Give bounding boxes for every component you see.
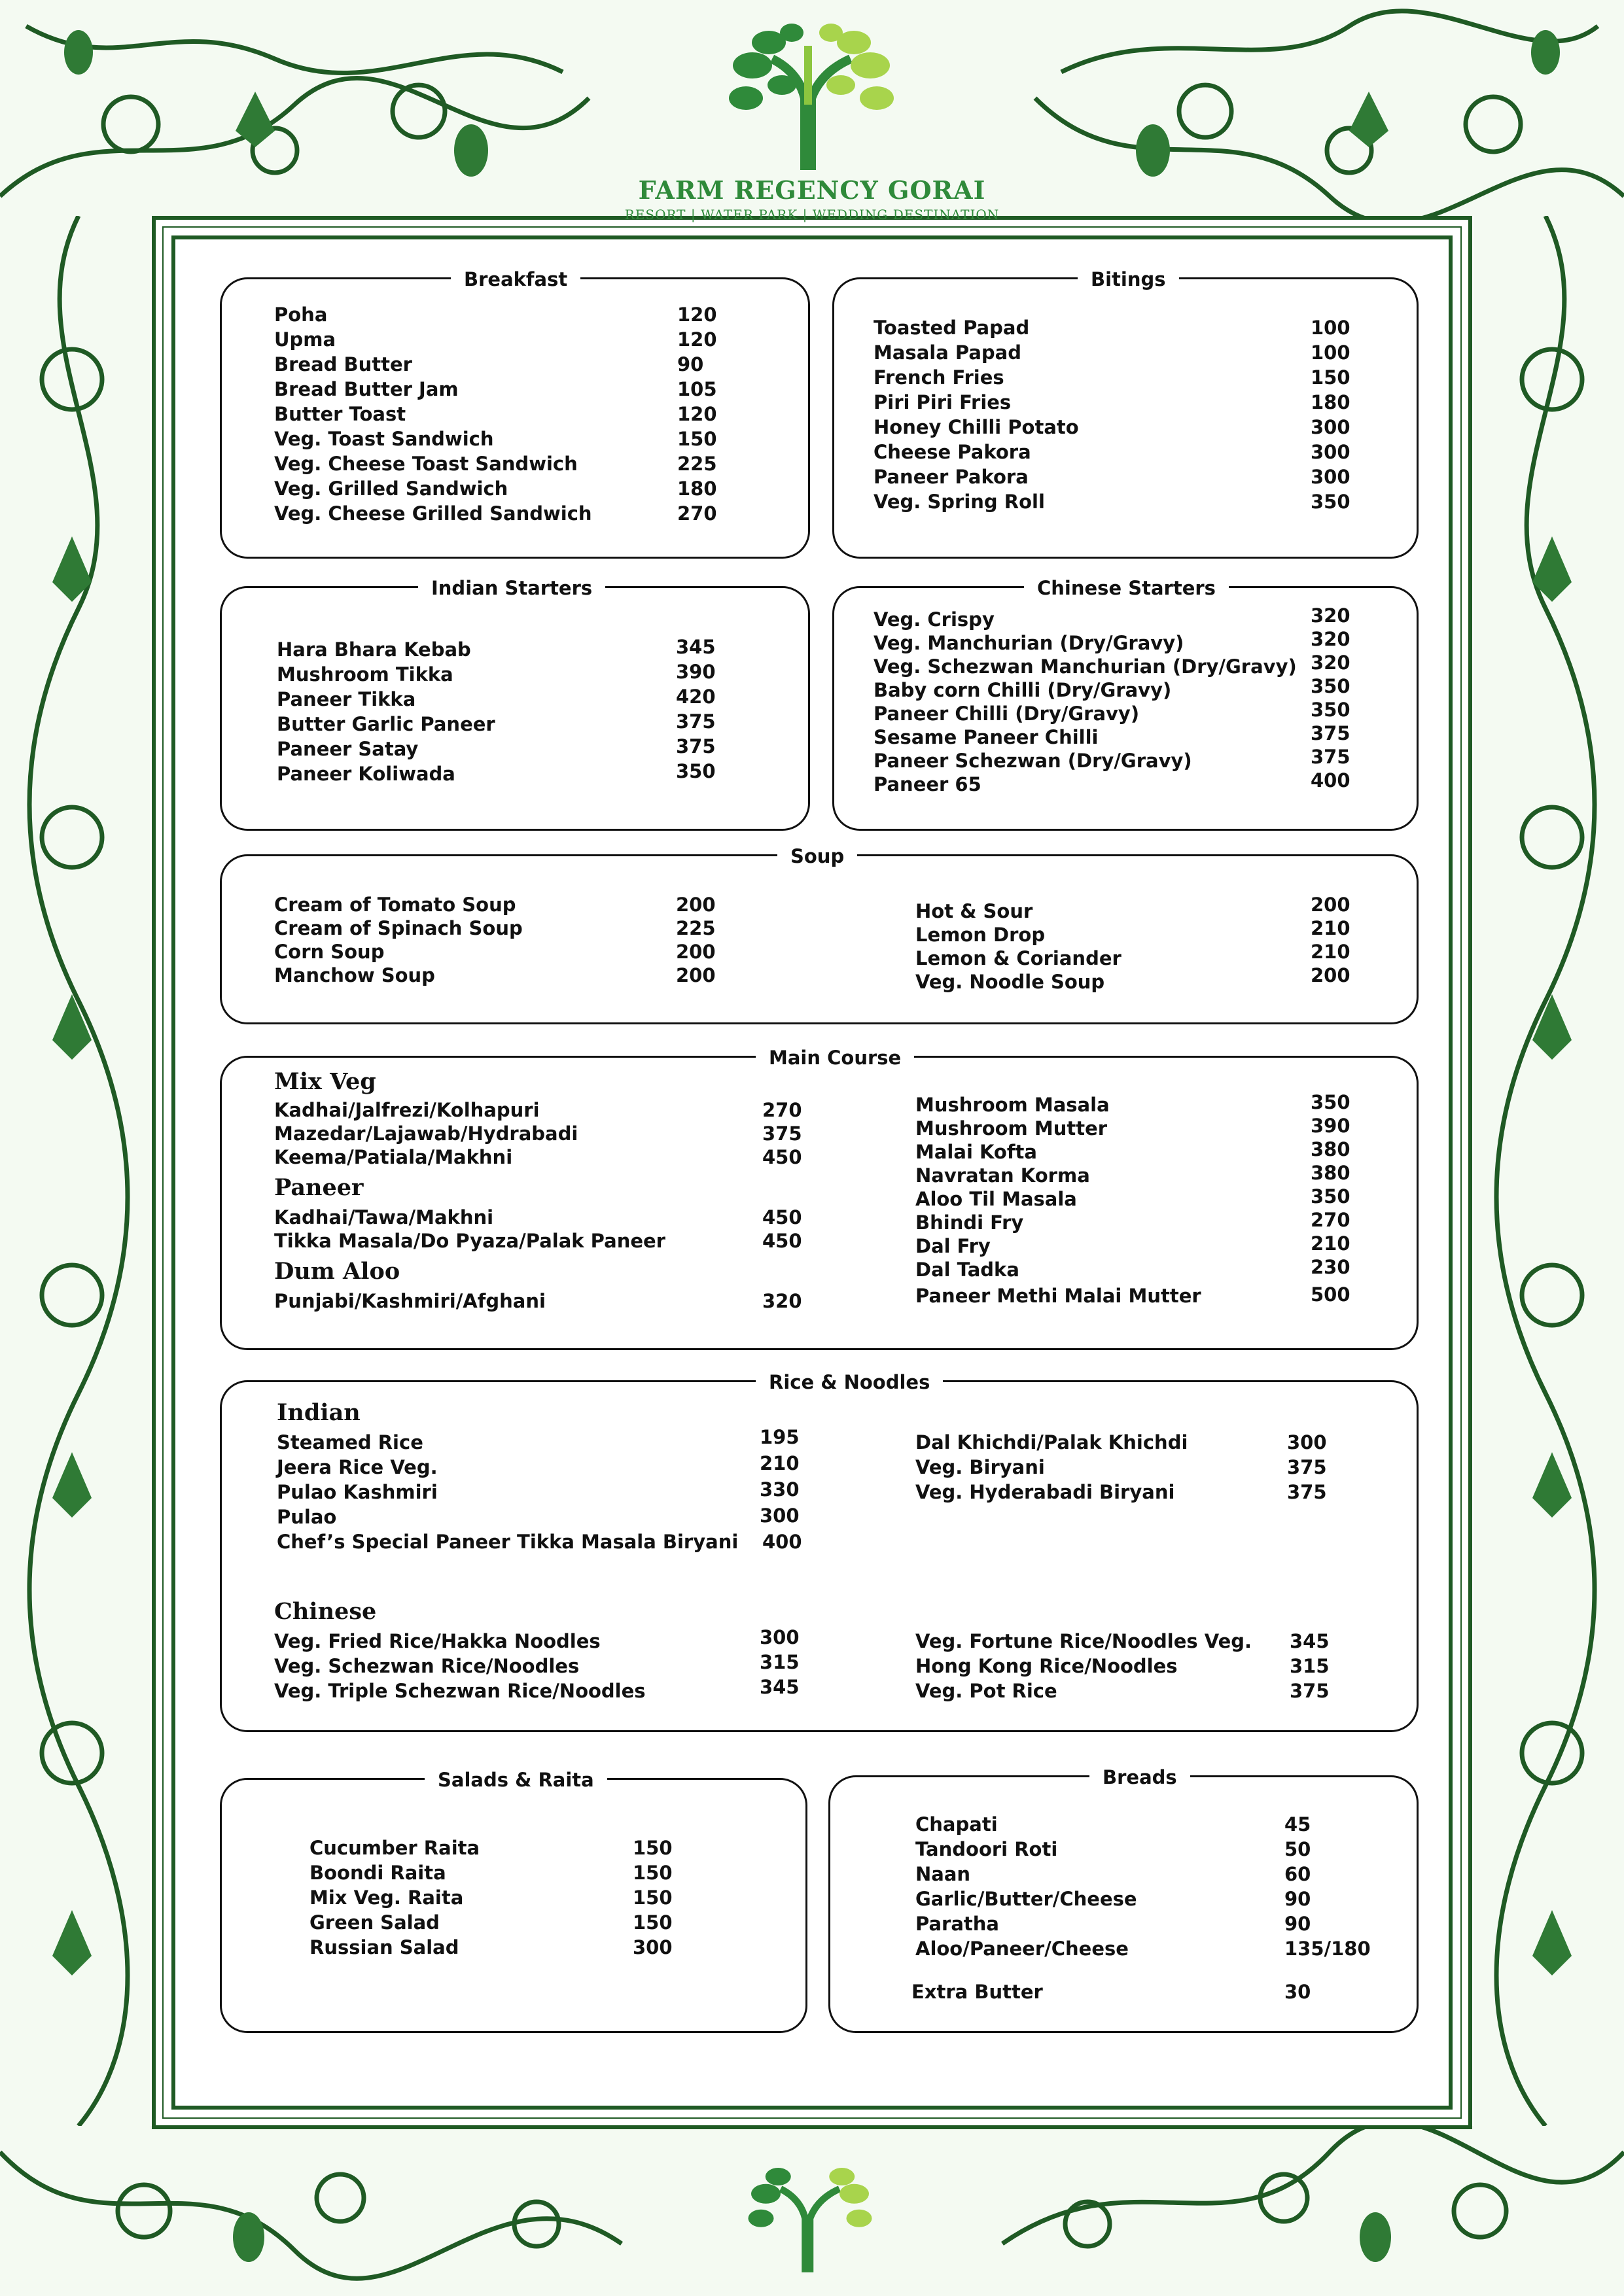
section-breads <box>828 1766 1419 2033</box>
section-title: Breakfast <box>451 266 580 292</box>
menu-item-price: 200 <box>676 941 716 963</box>
menu-item-price: 225 <box>676 917 716 939</box>
menu-item-price: 300 <box>1311 466 1350 488</box>
menu-item-name: French Fries <box>874 366 1004 389</box>
menu-item-name: Veg. Noodle Soup <box>915 971 1105 993</box>
menu-item-name: Veg. Fried Rice/Hakka Noodles <box>274 1630 601 1652</box>
menu-item-name: Paneer Pakora <box>874 466 1029 488</box>
menu-item-price: 200 <box>676 964 716 986</box>
menu-item-price: 420 <box>676 686 716 708</box>
menu-item-price: 350 <box>1311 675 1350 697</box>
menu-item-price: 45 <box>1284 1813 1311 1835</box>
floral-ornament-right <box>1474 216 1624 2126</box>
menu-item-name: Veg. Biryani <box>915 1456 1045 1478</box>
menu-item-price: 375 <box>1287 1481 1327 1503</box>
menu-item-price: 320 <box>1311 604 1350 627</box>
brand-name: FARM REGENCY GORAI <box>638 175 986 205</box>
menu-item-name: Bread Butter <box>274 353 412 375</box>
menu-item-name: Paratha <box>915 1913 999 1935</box>
menu-item-name: Naan <box>915 1863 971 1885</box>
menu-item-name: Honey Chilli Potato <box>874 416 1079 438</box>
section-title: Rice & Noodles <box>756 1369 943 1395</box>
menu-item-name: Kadhai/Jalfrezi/Kolhapuri <box>274 1099 540 1121</box>
menu-item-name: Extra Butter <box>911 1981 1043 2003</box>
menu-item-name: Poha <box>274 304 328 326</box>
menu-item-name: Sesame Paneer Chilli <box>874 726 1099 748</box>
menu-item-name: Butter Toast <box>274 403 406 425</box>
menu-item-name: Paneer 65 <box>874 773 981 795</box>
menu-item-price: 450 <box>762 1206 802 1228</box>
section-main-course <box>220 1047 1419 1350</box>
menu-item-name: Russian Salad <box>309 1936 459 1958</box>
menu-item-name: Corn Soup <box>274 941 385 963</box>
menu-group-heading: Mix Veg <box>274 1068 376 1095</box>
menu-item-name: Hara Bhara Kebab <box>277 638 471 661</box>
menu-item-name: Veg. Cheese Grilled Sandwich <box>274 502 592 525</box>
menu-item-name: Dal Khichdi/Palak Khichdi <box>915 1431 1188 1453</box>
menu-item-price: 200 <box>676 894 716 916</box>
section-title: Indian Starters <box>418 575 605 601</box>
menu-item-name: Boondi Raita <box>309 1862 446 1884</box>
menu-item-price: 300 <box>1287 1431 1327 1453</box>
menu-item-name: Veg. Spring Roll <box>874 491 1045 513</box>
menu-item-price: 180 <box>1311 391 1350 413</box>
menu-item-price: 345 <box>676 636 716 658</box>
menu-item-price: 345 <box>760 1676 800 1698</box>
section-title: Soup <box>777 843 857 869</box>
menu-item-price: 150 <box>633 1911 673 1934</box>
menu-item-price: 375 <box>762 1122 802 1145</box>
menu-item-name: Mazedar/Lajawab/Hydrabadi <box>274 1122 578 1145</box>
menu-item-price: 450 <box>762 1230 802 1252</box>
menu-item-name: Mushroom Tikka <box>277 663 453 686</box>
menu-item-price: 400 <box>762 1531 802 1553</box>
menu-item-name: Hong Kong Rice/Noodles <box>915 1655 1178 1677</box>
menu-item-name: Aloo/Paneer/Cheese <box>915 1938 1129 1960</box>
menu-item-name: Paneer Tikka <box>277 688 416 710</box>
menu-item-price: 350 <box>676 760 716 782</box>
menu-item-price: 375 <box>676 735 716 757</box>
menu-item-price: 300 <box>1311 441 1350 463</box>
menu-item-price: 350 <box>1311 1091 1350 1113</box>
menu-item-name: Toasted Papad <box>874 317 1030 339</box>
menu-item-name: Manchow Soup <box>274 964 435 986</box>
menu-item-name: Cream of Spinach Soup <box>274 917 523 939</box>
menu-item-price: 390 <box>1311 1115 1350 1137</box>
menu-item-name: Chef’s Special Paneer Tikka Masala Biryani <box>277 1531 739 1553</box>
menu-item-price: 210 <box>1311 917 1350 939</box>
menu-item-price: 375 <box>1311 722 1350 744</box>
menu-item-name: Garlic/Butter/Cheese <box>915 1888 1137 1910</box>
menu-item-price: 375 <box>1311 746 1350 768</box>
menu-item-price: 195 <box>760 1426 800 1448</box>
menu-item-price: 350 <box>1311 699 1350 721</box>
menu-item-name: Cucumber Raita <box>309 1837 480 1859</box>
menu-item-name: Kadhai/Tawa/Makhni <box>274 1206 494 1228</box>
menu-item-name: Keema/Patiala/Makhni <box>274 1146 513 1168</box>
floral-ornament-left <box>0 216 150 2126</box>
menu-item-price: 400 <box>1311 769 1350 791</box>
menu-item-price: 300 <box>760 1626 800 1648</box>
menu-item-price: 200 <box>1311 894 1350 916</box>
menu-item-name: Malai Kofta <box>915 1141 1037 1163</box>
menu-item-price: 270 <box>677 502 717 525</box>
menu-item-name: Chapati <box>915 1813 998 1835</box>
menu-item-name: Lemon & Coriander <box>915 947 1121 969</box>
menu-item-name: Baby corn Chilli (Dry/Gravy) <box>874 679 1172 701</box>
menu-group-heading: Dum Aloo <box>274 1258 400 1285</box>
menu-item-name: Veg. Schezwan Manchurian (Dry/Gravy) <box>874 655 1297 678</box>
menu-item-name: Masala Papad <box>874 341 1021 364</box>
section-soup <box>220 845 1419 1024</box>
menu-item-price: 345 <box>1290 1630 1330 1652</box>
menu-item-price: 375 <box>1290 1680 1330 1702</box>
menu-item-name: Veg. Schezwan Rice/Noodles <box>274 1655 580 1677</box>
menu-item-name: Cream of Tomato Soup <box>274 894 516 916</box>
menu-item-name: Mix Veg. Raita <box>309 1887 464 1909</box>
menu-item-price: 90 <box>1284 1888 1311 1910</box>
menu-item-price: 120 <box>677 304 717 326</box>
menu-item-name: Veg. Fortune Rice/Noodles Veg. <box>915 1630 1252 1652</box>
menu-item-name: Butter Garlic Paneer <box>277 713 495 735</box>
menu-item-price: 330 <box>760 1478 800 1501</box>
menu-item-name: Veg. Grilled Sandwich <box>274 478 508 500</box>
menu-item-price: 135/180 <box>1284 1938 1371 1960</box>
menu-item-price: 315 <box>760 1651 800 1673</box>
menu-item-price: 90 <box>1284 1913 1311 1935</box>
menu-item-name: Steamed Rice <box>277 1431 423 1453</box>
section-breakfast <box>220 268 810 559</box>
menu-item-price: 270 <box>762 1099 802 1121</box>
menu-item-name: Tandoori Roti <box>915 1838 1058 1860</box>
menu-item-name: Mushroom Masala <box>915 1094 1110 1116</box>
section-title: Bitings <box>1078 266 1179 292</box>
menu-item-name: Aloo Til Masala <box>915 1188 1077 1210</box>
section-salads-raita <box>220 1769 807 2033</box>
menu-item-price: 200 <box>1311 964 1350 986</box>
menu-item-price: 500 <box>1311 1283 1350 1306</box>
menu-item-name: Hot & Sour <box>915 900 1033 922</box>
menu-item-price: 100 <box>1311 341 1350 364</box>
menu-item-price: 50 <box>1284 1838 1311 1860</box>
menu-group-heading: Indian <box>277 1399 361 1426</box>
menu-item-name: Paneer Satay <box>277 738 419 760</box>
menu-item-price: 150 <box>1311 366 1350 389</box>
menu-item-name: Veg. Crispy <box>874 608 995 631</box>
menu-item-price: 320 <box>1311 652 1350 674</box>
ornamental-border-right <box>1474 216 1624 2126</box>
menu-item-price: 350 <box>1311 1185 1350 1208</box>
menu-item-name: Veg. Manchurian (Dry/Gravy) <box>874 632 1184 654</box>
menu-item-name: Tikka Masala/Do Pyaza/Palak Paneer <box>274 1230 665 1252</box>
menu-item-price: 210 <box>1311 941 1350 963</box>
section-bitings <box>832 268 1419 559</box>
menu-item-name: Paneer Koliwada <box>277 763 455 785</box>
menu-item-price: 450 <box>762 1146 802 1168</box>
menu-item-price: 210 <box>1311 1232 1350 1255</box>
menu-item-name: Paneer Methi Malai Mutter <box>915 1285 1201 1307</box>
menu-item-name: Punjabi/Kashmiri/Afghani <box>274 1290 546 1312</box>
menu-item-price: 150 <box>677 428 717 450</box>
section-indian-starters <box>220 577 810 831</box>
menu-item-price: 320 <box>762 1290 802 1312</box>
menu-item-name: Paneer Schezwan (Dry/Gravy) <box>874 750 1192 772</box>
menu-item-price: 120 <box>677 403 717 425</box>
menu-item-price: 315 <box>1290 1655 1330 1677</box>
menu-item-price: 90 <box>677 353 704 375</box>
menu-item-name: Green Salad <box>309 1911 440 1934</box>
menu-item-price: 100 <box>1311 317 1350 339</box>
menu-item-price: 300 <box>760 1505 800 1527</box>
menu-item-price: 300 <box>633 1936 673 1958</box>
menu-item-price: 270 <box>1311 1209 1350 1231</box>
menu-item-price: 150 <box>633 1862 673 1884</box>
tree-logo-bottom-icon <box>732 2159 889 2273</box>
menu-item-name: Bread Butter Jam <box>274 378 459 400</box>
menu-item-name: Dal Fry <box>915 1235 991 1257</box>
menu-item-name: Piri Piri Fries <box>874 391 1012 413</box>
menu-item-name: Paneer Chilli (Dry/Gravy) <box>874 703 1140 725</box>
menu-item-name: Veg. Cheese Toast Sandwich <box>274 453 578 475</box>
menu-item-price: 30 <box>1284 1981 1311 2003</box>
section-title: Salads & Raita <box>425 1767 607 1793</box>
menu-item-price: 150 <box>633 1837 673 1859</box>
menu-item-name: Veg. Toast Sandwich <box>274 428 494 450</box>
menu-item-name: Upma <box>274 328 336 351</box>
section-rice-noodles <box>220 1371 1419 1732</box>
menu-item-price: 105 <box>677 378 717 400</box>
tree-logo-icon <box>707 20 916 170</box>
menu-item-name: Jeera Rice Veg. <box>277 1456 438 1478</box>
menu-item-price: 380 <box>1311 1162 1350 1184</box>
menu-item-price: 225 <box>677 453 717 475</box>
menu-item-name: Cheese Pakora <box>874 441 1031 463</box>
menu-item-name: Pulao Kashmiri <box>277 1481 438 1503</box>
menu-group-heading: Chinese <box>274 1598 377 1625</box>
menu-item-name: Veg. Pot Rice <box>915 1680 1057 1702</box>
menu-item-price: 350 <box>1311 491 1350 513</box>
brand-tagline: RESORT | WATER PARK | WEDDING DESTINATION <box>624 207 1000 222</box>
menu-item-name: Bhindi Fry <box>915 1211 1024 1234</box>
menu-item-price: 120 <box>677 328 717 351</box>
section-title: Breads <box>1089 1764 1190 1790</box>
menu-item-name: Pulao <box>277 1506 337 1528</box>
menu-item-name: Veg. Triple Schezwan Rice/Noodles <box>274 1680 646 1702</box>
menu-item-name: Navratan Korma <box>915 1164 1090 1187</box>
menu-item-price: 230 <box>1311 1256 1350 1278</box>
menu-item-price: 60 <box>1284 1863 1311 1885</box>
section-title: Main Course <box>756 1045 914 1071</box>
menu-group-heading: Paneer <box>274 1174 364 1201</box>
section-chinese-starters <box>832 577 1419 831</box>
section-title: Chinese Starters <box>1024 575 1229 601</box>
menu-item-price: 180 <box>677 478 717 500</box>
menu-item-price: 210 <box>760 1452 800 1474</box>
menu-item-price: 300 <box>1311 416 1350 438</box>
menu-item-name: Mushroom Mutter <box>915 1117 1108 1139</box>
menu-item-price: 380 <box>1311 1138 1350 1160</box>
ornamental-border-left <box>0 216 150 2126</box>
menu-item-price: 150 <box>633 1887 673 1909</box>
menu-item-name: Lemon Drop <box>915 924 1046 946</box>
menu-item-price: 375 <box>1287 1456 1327 1478</box>
menu-item-price: 390 <box>676 661 716 683</box>
menu-item-price: 320 <box>1311 628 1350 650</box>
menu-item-name: Veg. Hyderabadi Biryani <box>915 1481 1175 1503</box>
menu-item-name: Dal Tadka <box>915 1259 1019 1281</box>
menu-item-price: 375 <box>676 710 716 733</box>
